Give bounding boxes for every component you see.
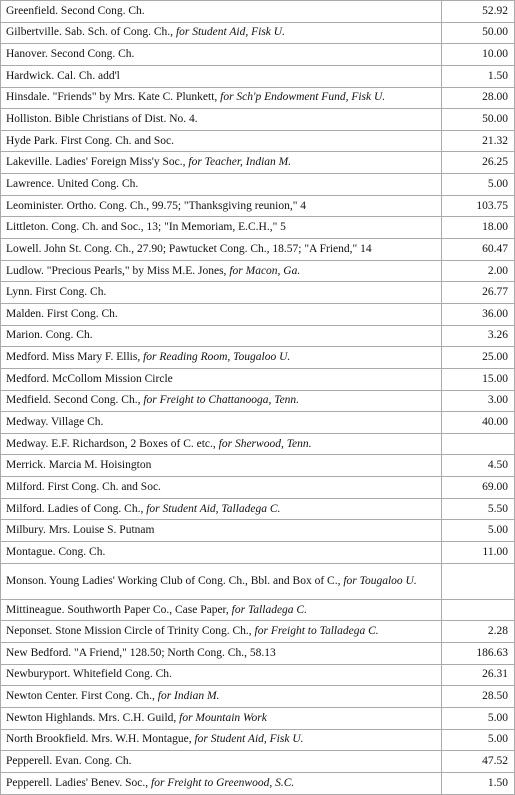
entry-note: for Freight to Talladega C. [254, 625, 379, 638]
entry-note: for Sch'p Endowment Fund, Fisk U. [220, 91, 386, 104]
entry-description [1, 455, 442, 477]
entry-amount: 21.32 [442, 130, 515, 152]
entry-text: Littleton. Cong. Ch. and Soc., 13; "In Memoriam, E.C.H.," 5 [6, 221, 286, 234]
entry-description [1, 433, 442, 455]
entry-amount: 2.28 [442, 621, 515, 643]
entry-amount: 60.47 [442, 239, 515, 261]
table-row [1, 87, 515, 109]
entry-note: for Talladega C. [231, 603, 307, 616]
entry-description [1, 347, 442, 369]
entry-text: Greenfield. Second Cong. Ch. [6, 4, 145, 17]
entry-description [1, 130, 442, 152]
entry-amount: 5.50 [442, 498, 515, 520]
entry-description [1, 303, 442, 325]
entry-text: Lowell. John St. Cong. Ch., 27.90; Pawtucket Cong. Ch., 18.57; "A Friend," 14 [6, 242, 372, 255]
entry-amount: 5.00 [442, 174, 515, 196]
entry-note: for Freight to Chattanooga, Tenn. [143, 394, 300, 407]
entry-text: Hardwick. Cal. Ch. add'l [6, 69, 120, 82]
table-row [1, 707, 515, 729]
table-row [1, 751, 515, 773]
entry-text: Newton Center. First Cong. Ch., [6, 690, 158, 703]
entry-text: Medway. E.F. Richardson, 2 Boxes of C. etc., [6, 437, 219, 450]
entry-note: for Indian M. [157, 690, 220, 703]
table-row [1, 1, 515, 23]
entry-amount [442, 599, 515, 621]
entry-amount: 4.50 [442, 455, 515, 477]
entry-text: Medford. McCollom Mission Circle [6, 372, 173, 385]
table-row [1, 325, 515, 347]
entry-note: for Reading Room, Tougaloo U. [143, 351, 291, 364]
entry-amount: 103.75 [442, 195, 515, 217]
entry-amount: 26.77 [442, 282, 515, 304]
entry-amount: 52.92 [442, 1, 515, 23]
entry-description [1, 22, 442, 44]
entry-description [1, 707, 442, 729]
entry-text: North Brookfield. Mrs. W.H. Montague, [6, 733, 195, 746]
entry-note: for Student Aid, Talladega C. [146, 502, 281, 515]
entry-text: Milford. Ladies of Cong. Ch., [6, 502, 147, 515]
entry-description [1, 643, 442, 665]
entry-description [1, 772, 442, 794]
entry-amount [442, 433, 515, 455]
table-row [1, 347, 515, 369]
entry-amount: 47.52 [442, 751, 515, 773]
table-row [1, 152, 515, 174]
entry-description [1, 520, 442, 542]
entry-amount: 3.00 [442, 390, 515, 412]
entry-text: Malden. First Cong. Ch. [6, 307, 118, 320]
table-row [1, 643, 515, 665]
entry-text: Pepperell. Evan. Cong. Ch. [6, 755, 132, 768]
entry-description [1, 599, 442, 621]
table-row [1, 368, 515, 390]
entry-amount: 28.50 [442, 686, 515, 708]
entry-amount: 1.50 [442, 65, 515, 87]
table-row [1, 260, 515, 282]
entry-amount: 18.00 [442, 217, 515, 239]
table-row [1, 239, 515, 261]
entry-text: Mittineague. Southworth Paper Co., Case Paper, [6, 603, 232, 616]
table-row [1, 686, 515, 708]
entry-description [1, 152, 442, 174]
entry-description [1, 87, 442, 109]
entry-text: Lawrence. United Cong. Ch. [6, 177, 139, 190]
entry-amount: 5.00 [442, 520, 515, 542]
table-row [1, 455, 515, 477]
entry-description [1, 174, 442, 196]
table-row [1, 217, 515, 239]
entry-text: Merrick. Marcia M. Hoisington [6, 459, 152, 472]
entry-description [1, 686, 442, 708]
table-row [1, 542, 515, 564]
entry-text: Lakeville. Ladies' Foreign Miss'y Soc., [6, 156, 189, 169]
table-row [1, 664, 515, 686]
table-row [1, 44, 515, 66]
entry-amount: 3.26 [442, 325, 515, 347]
entry-text: Holliston. Bible Christians of Dist. No. 4. [6, 113, 198, 126]
entry-text: Lynn. First Cong. Ch. [6, 286, 107, 299]
entry-description [1, 282, 442, 304]
entry-amount [442, 563, 515, 599]
table-row [1, 599, 515, 621]
table-row [1, 520, 515, 542]
entry-description [1, 325, 442, 347]
entry-description [1, 239, 442, 261]
entry-text: Newton Highlands. Mrs. C.H. Guild, [6, 711, 180, 724]
entry-amount: 2.00 [442, 260, 515, 282]
entry-text: Gilbertville. Sab. Sch. of Cong. Ch., [6, 26, 176, 39]
entry-amount: 10.00 [442, 44, 515, 66]
entry-text: Medway. Village Ch. [6, 415, 104, 428]
entry-amount: 11.00 [442, 542, 515, 564]
entry-note: for Macon, Ga. [229, 264, 301, 277]
entry-note: for Tougaloo U. [343, 574, 417, 587]
entry-text: Montague. Cong. Ch. [6, 545, 106, 558]
entry-amount: 15.00 [442, 368, 515, 390]
entry-text: Medford. Miss Mary F. Ellis, [6, 351, 144, 364]
entry-amount: 50.00 [442, 109, 515, 131]
entry-amount: 40.00 [442, 412, 515, 434]
entry-note: for Teacher, Indian M. [188, 156, 292, 169]
entry-description [1, 621, 442, 643]
table-row [1, 621, 515, 643]
entry-text: Marion. Cong. Ch. [6, 329, 93, 342]
entry-amount: 36.00 [442, 303, 515, 325]
entry-text: Milford. First Cong. Ch. and Soc. [6, 480, 161, 493]
entry-text: Hyde Park. First Cong. Ch. and Soc. [6, 134, 175, 147]
entry-description [1, 477, 442, 499]
entry-description [1, 542, 442, 564]
entry-amount: 26.25 [442, 152, 515, 174]
entry-description [1, 217, 442, 239]
entry-text: New Bedford. "A Friend," 128.50; North Cong. Ch., 58.13 [6, 646, 276, 659]
entry-amount: 25.00 [442, 347, 515, 369]
entry-description [1, 65, 442, 87]
entry-note: for Student Aid, Fisk U. [175, 26, 285, 39]
table-row [1, 477, 515, 499]
entry-description [1, 412, 442, 434]
table-row [1, 729, 515, 751]
table-row [1, 282, 515, 304]
entry-text: Leominister. Ortho. Cong. Ch., 99.75; "Thanksgiving reunion," 4 [6, 199, 307, 212]
table-row [1, 109, 515, 131]
table-row [1, 433, 515, 455]
table-row [1, 303, 515, 325]
table-row [1, 65, 515, 87]
entry-text: Milbury. Mrs. Louise S. Putnam [6, 524, 155, 537]
entry-text: Hanover. Second Cong. Ch. [6, 48, 135, 61]
entry-description [1, 1, 442, 23]
entry-description [1, 664, 442, 686]
entry-amount: 5.00 [442, 707, 515, 729]
table-row [1, 195, 515, 217]
entry-note: for Mountain Work [179, 711, 267, 724]
entry-description [1, 729, 442, 751]
table-row [1, 563, 515, 599]
table-row [1, 412, 515, 434]
entry-amount: 186.63 [442, 643, 515, 665]
entry-text: Neponset. Stone Mission Circle of Trinity Cong. Ch., [6, 625, 255, 638]
entry-amount: 26.31 [442, 664, 515, 686]
entry-description [1, 368, 442, 390]
entry-amount: 50.00 [442, 22, 515, 44]
entry-description [1, 44, 442, 66]
entry-text: Newburyport. Whitefield Cong. Ch. [6, 668, 172, 681]
entry-text: Medfield. Second Cong. Ch., [6, 394, 144, 407]
table-row [1, 390, 515, 412]
entry-description [1, 195, 442, 217]
entry-amount: 5.00 [442, 729, 515, 751]
entry-description [1, 390, 442, 412]
entry-description [1, 260, 442, 282]
table-row [1, 174, 515, 196]
entry-text: Hinsdale. "Friends" by Mrs. Kate C. Plunkett, [6, 91, 221, 104]
entry-note: for Student Aid, Fisk U. [194, 733, 304, 746]
entry-text: Ludlow. "Precious Pearls," by Miss M.E. Jones, [6, 264, 230, 277]
entry-amount: 1.50 [442, 772, 515, 794]
entry-text: Monson. Young Ladies' Working Club of Cong. Ch., Bbl. and Box of C., [6, 574, 344, 587]
entry-note: for Freight to Greenwood, S.C. [151, 776, 295, 789]
entry-description [1, 751, 442, 773]
entry-amount: 28.00 [442, 87, 515, 109]
entry-note: for Sherwood, Tenn. [218, 437, 312, 450]
entry-text: Pepperell. Ladies' Benev. Soc., [6, 776, 152, 789]
table-row [1, 130, 515, 152]
entry-description [1, 109, 442, 131]
entry-description [1, 563, 442, 599]
entry-amount: 69.00 [442, 477, 515, 499]
table-row [1, 22, 515, 44]
table-row [1, 772, 515, 794]
entry-description [1, 498, 442, 520]
table-row [1, 498, 515, 520]
